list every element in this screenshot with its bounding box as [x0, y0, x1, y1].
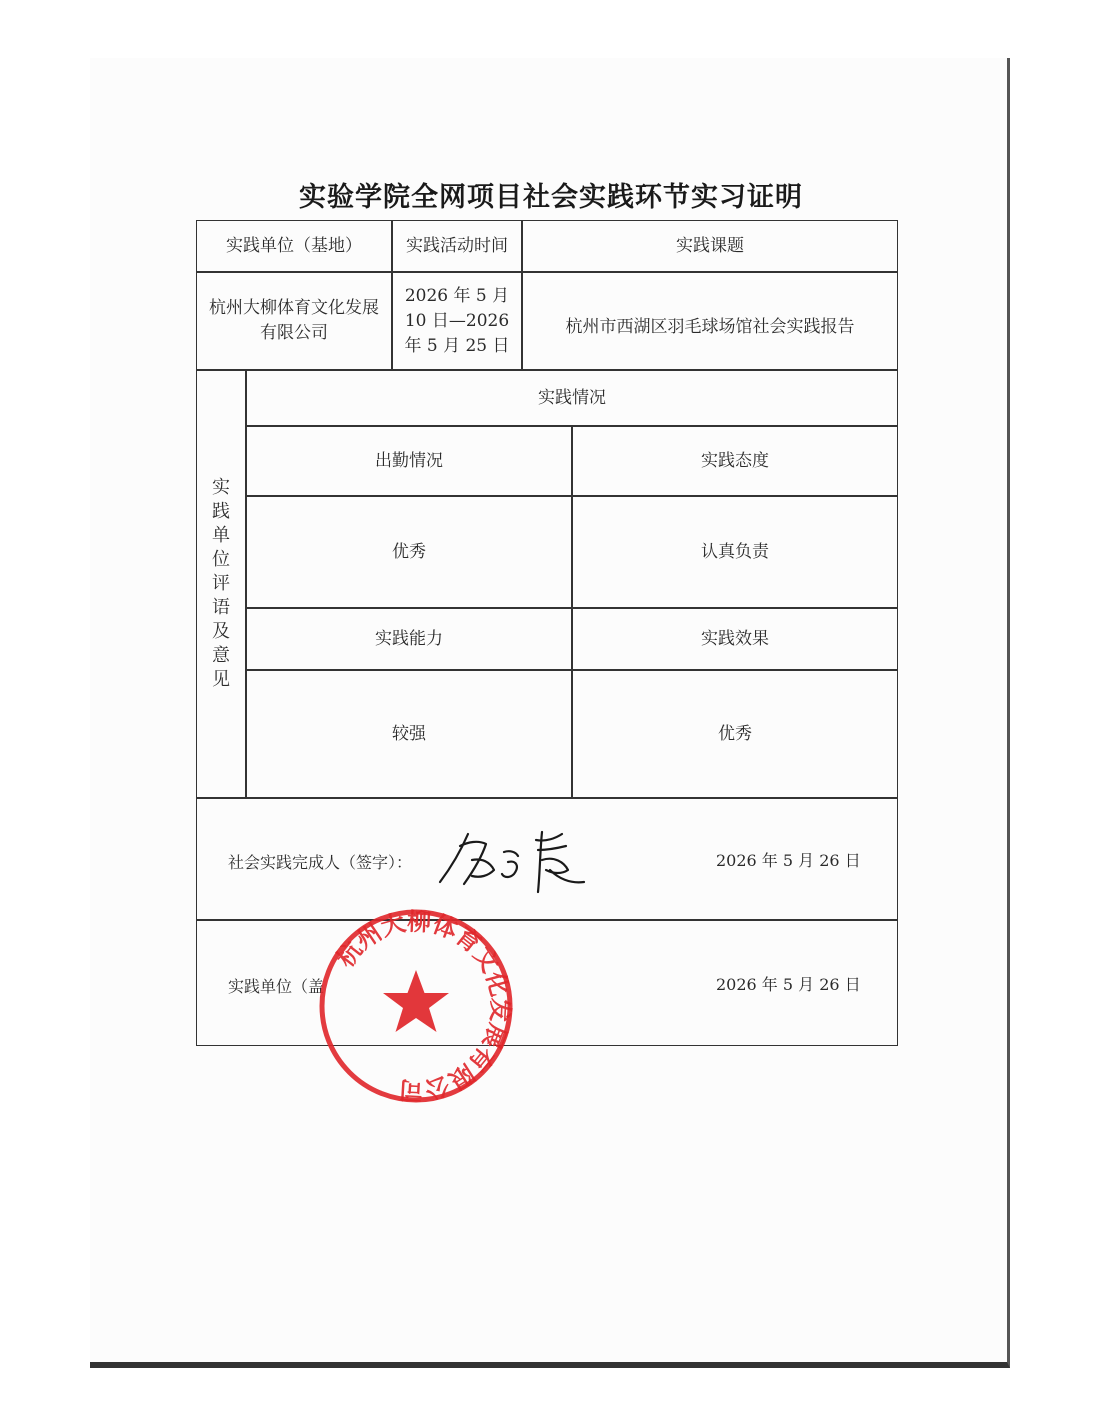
company-seal [318, 908, 514, 1104]
certificate-form [196, 220, 898, 1046]
stamp-label: 实践单位（盖 [228, 977, 325, 996]
side-char: 见 [212, 669, 230, 690]
side-char: 及 [212, 621, 230, 642]
stamp-date: 2026 年 5 月 26 日 [716, 975, 861, 994]
signature-date: 2026 年 5 月 26 日 [716, 851, 861, 870]
ability-label: 实践能力 [246, 608, 572, 670]
page-title: 实验学院全网项目社会实践环节实习证明 [299, 182, 803, 213]
topic-value: 杭州市西湖区羽毛球场馆社会实践报告 [522, 272, 898, 370]
seal-text: 杭州大柳体育文化发展有限公司 [331, 908, 514, 1104]
attendance-value: 优秀 [246, 496, 572, 608]
effect-label: 实践效果 [572, 608, 898, 670]
side-char: 评 [212, 573, 230, 594]
unit-value: 杭州大柳体育文化发展有限公司 [196, 272, 392, 370]
side-char: 践 [212, 501, 230, 522]
side-char: 位 [212, 549, 230, 570]
side-char: 意 [212, 645, 230, 666]
attendance-label: 出勤情况 [246, 426, 572, 496]
evaluation-side-label [196, 370, 246, 798]
handwritten-signature [438, 826, 588, 896]
ability-value: 较强 [246, 670, 572, 798]
practice-section-title: 实践情况 [246, 370, 898, 426]
signature-label: 社会实践完成人（签字）： [228, 853, 413, 872]
attitude-value: 认真负责 [572, 496, 898, 608]
time-value: 2026 年 5 月 10 日—2026 年 5 月 25 日 [392, 272, 522, 370]
side-char: 语 [212, 597, 230, 618]
header-topic: 实践课题 [522, 220, 898, 272]
header-unit: 实践单位（基地） [196, 220, 392, 272]
seal-star-icon [383, 970, 449, 1032]
side-char: 实 [212, 477, 230, 498]
attitude-label: 实践态度 [572, 426, 898, 496]
effect-value: 优秀 [572, 670, 898, 798]
header-time: 实践活动时间 [392, 220, 522, 272]
side-char: 单 [212, 525, 230, 546]
